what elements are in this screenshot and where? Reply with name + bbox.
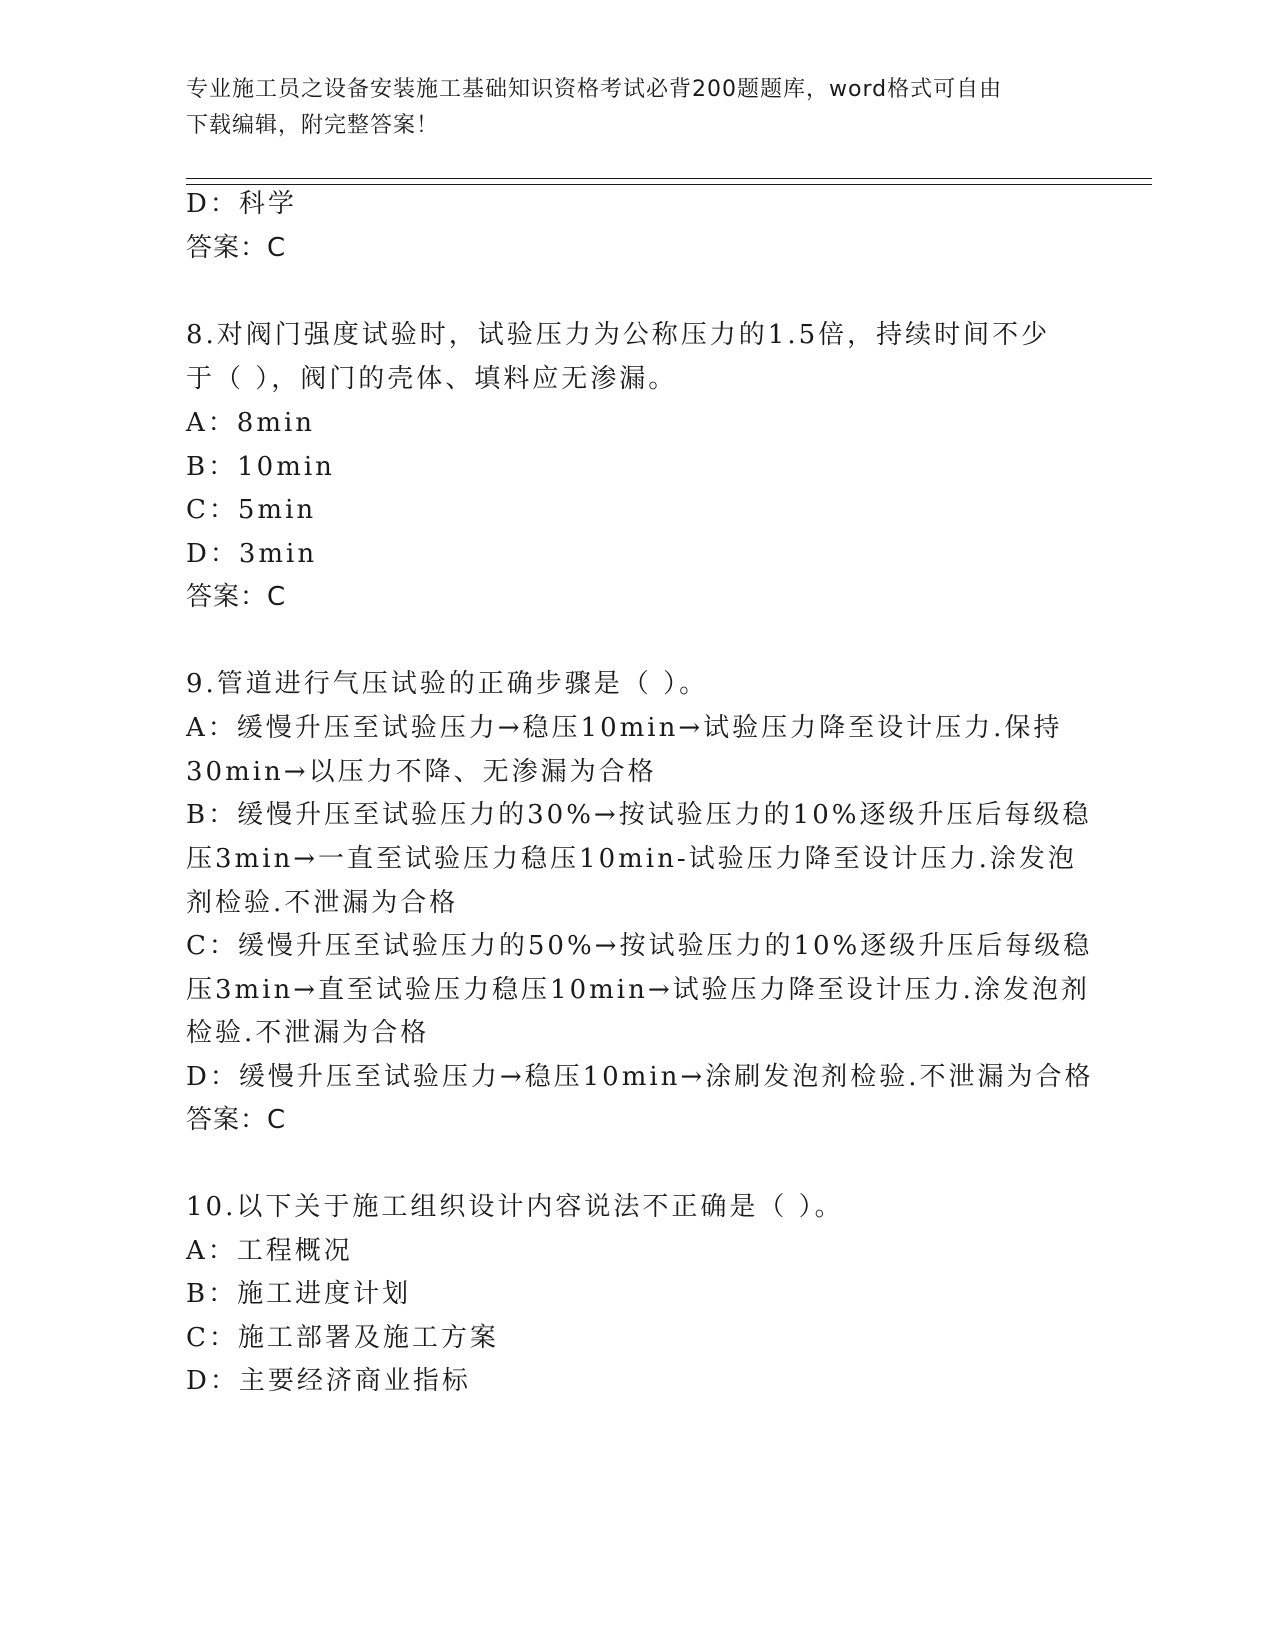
q8-option-d: D：3min — [186, 539, 318, 569]
q9-option-c-line-2: 压3min→直至试验压力稳压10min→试验压力降至设计压力.涂发泡剂 — [186, 975, 1090, 1005]
q8-stem-line-2: 于（ ），阀门的壳体、填料应无渗漏。 — [186, 364, 678, 394]
q9-option-b-line-1: B：缓慢升压至试验压力的30%→按试验压力的10%逐级升压后每级稳 — [186, 800, 1092, 830]
q10-option-d: D：主要经济商业指标 — [186, 1366, 471, 1396]
q9-option-a-line-2: 30min→以压力不降、无渗漏为合格 — [186, 757, 657, 787]
q9-option-b-line-3: 剂检验.不泄漏为合格 — [186, 888, 459, 918]
q9-answer: 答案：C — [186, 1105, 287, 1135]
q10-option-a: A：工程概况 — [186, 1236, 353, 1266]
document-header — [186, 72, 1066, 144]
prev-answer: 答案：C — [186, 233, 287, 263]
q10-option-c: C：施工部署及施工方案 — [186, 1323, 499, 1353]
q8-answer: 答案：C — [186, 582, 287, 612]
q9-option-c-line-3: 检验.不泄漏为合格 — [186, 1018, 430, 1048]
header-line-2: 下载编辑，附完整答案！ — [186, 113, 440, 138]
header-rule-top — [186, 178, 1152, 179]
q9-option-b-line-2: 压3min→一直至试验压力稳压10min-试验压力降至设计压力.涂发泡 — [186, 844, 1077, 874]
prev-option-d: D：科学 — [186, 189, 297, 219]
q9-option-c-line-1: C：缓慢升压至试验压力的50%→按试验压力的10%逐级升压后每级稳 — [186, 931, 1093, 961]
q8-option-b: B：10min — [186, 452, 335, 482]
q10-stem: 10.以下关于施工组织设计内容说法不正确是（ ）。 — [186, 1192, 844, 1222]
q8-option-a: A：8min — [186, 408, 316, 438]
q9-option-d: D：缓慢升压至试验压力→稳压10min→涂刷发泡剂检验.不泄漏为合格 — [186, 1062, 1094, 1092]
q9-option-a-line-1: A：缓慢升压至试验压力→稳压10min→试验压力降至设计压力.保持 — [186, 713, 1063, 743]
header-line-1: 专业施工员之设备安装施工基础知识资格考试必背200题题库，word格式可自由 — [186, 77, 1003, 102]
q8-stem-line-1: 8.对阀门强度试验时，试验压力为公称压力的1.5倍，持续时间不少 — [186, 320, 1051, 350]
q10-option-b: B：施工进度计划 — [186, 1279, 412, 1309]
header-rule-bottom — [186, 184, 1152, 185]
q8-option-c: C：5min — [186, 495, 317, 525]
q9-stem: 9.管道进行气压试验的正确步骤是（ ）。 — [186, 669, 709, 699]
